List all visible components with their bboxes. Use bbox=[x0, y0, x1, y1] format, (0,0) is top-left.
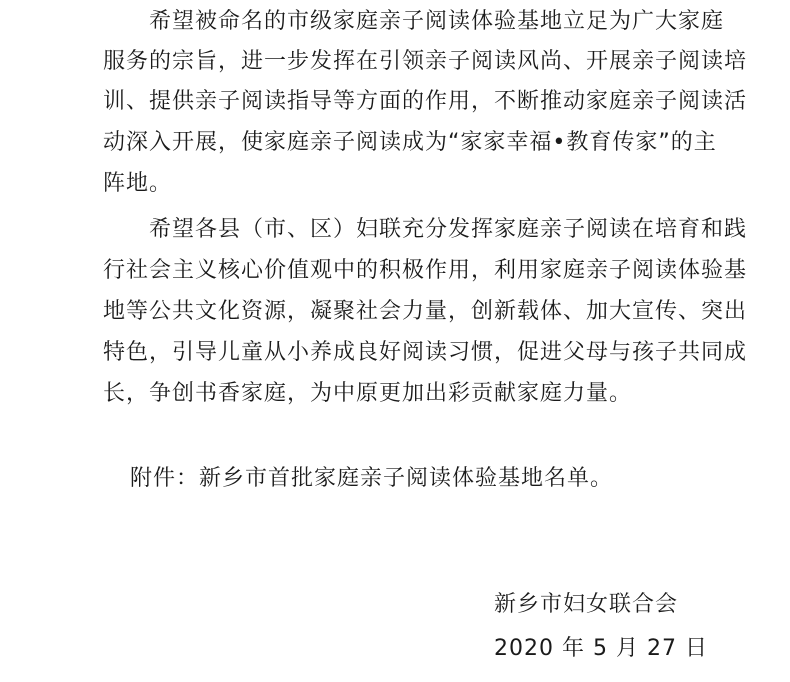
paragraph-2-line-5: 长，争创书香家庭，为中原更加出彩贡献家庭力量。 bbox=[103, 381, 633, 406]
signature-organization: 新乡市妇女联合会 bbox=[494, 592, 679, 617]
paragraph-1-line-3: 训、提供亲子阅读指导等方面的作用，不断推动家庭亲子阅读活 bbox=[103, 89, 748, 114]
paragraph-1-line-4: 动深入开展，使家庭亲子阅读成为“家家幸福•教育传家”的主 bbox=[103, 130, 717, 155]
paragraph-2-line-2: 行社会主义核心价值观中的积极作用，利用家庭亲子阅读体验基 bbox=[103, 258, 748, 283]
paragraph-1-line-1: 希望被命名的市级家庭亲子阅读体验基地立足为广大家庭 bbox=[149, 9, 725, 34]
signature-date: 2020 年 5 月 27 日 bbox=[494, 636, 708, 661]
attachment-note: 附件：新乡市首批家庭亲子阅读体验基地名单。 bbox=[130, 466, 614, 491]
paragraph-1-line-2: 服务的宗旨，进一步发挥在引领亲子阅读风尚、开展亲子阅读培 bbox=[103, 49, 748, 74]
paragraph-2-line-4: 特色，引导儿童从小养成良好阅读习惯，促进父母与孩子共同成 bbox=[103, 340, 748, 365]
paragraph-2-line-3: 地等公共文化资源，凝聚社会力量，创新载体、加大宣传、突出 bbox=[103, 299, 748, 324]
paragraph-2-line-1: 希望各县（市、区）妇联充分发挥家庭亲子阅读在培育和践 bbox=[149, 217, 748, 242]
paragraph-1-line-5: 阵地。 bbox=[103, 171, 173, 196]
